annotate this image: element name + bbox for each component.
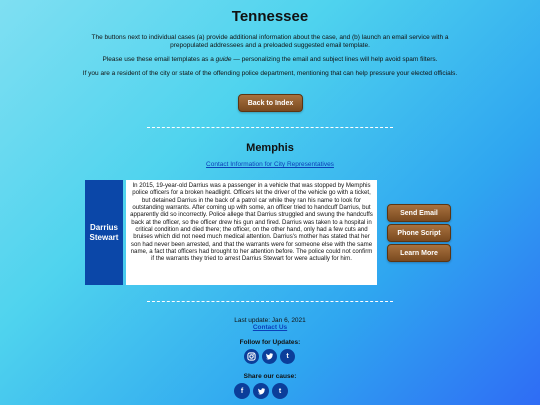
contact-us-link[interactable]: Contact Us [252, 324, 288, 331]
share-heading: Share our cause: [243, 373, 297, 380]
tumblr-icon[interactable]: t [272, 383, 288, 399]
twitter-icon[interactable] [253, 383, 269, 399]
contact-row [0, 324, 540, 331]
intro-p2-italic: guide [215, 56, 232, 63]
share-icons [234, 383, 288, 399]
twitter-icon[interactable] [262, 349, 277, 364]
follow-icons [244, 349, 295, 364]
section-divider-top [147, 127, 393, 128]
intro-paragraph-3: If you are a resident of the city or state of the offending police department, mentioning that can help pressure your elected officials. [82, 70, 458, 77]
city-title: Memphis [246, 142, 294, 154]
last-update: Last update: Jan 6, 2021 [234, 317, 306, 324]
case-description: In 2015, 19-year-old Darrius was a passenger in a vehicle that was stopped by Memphis police officers for a broken headlight. Officers let the driver of the vehicle go with a ticket, but detained Darrius in the back of a patrol car while they ran his name to look for outstanding warrants. After coming up with some, an officer tried to handcuff Darrius, but apparently did so incorrectly. Police allege that Darrius struggled and swung the handcuffs back at the officer, so the officer drew his gun and fired. Darrius was taken to a hospital in critical condition and died there; the officer, on the other hand, only had a few cuts and bruises which did not need much medical attention. Darrius's mother has stated that her son had never been arrested, and that the warrants were for someone else with the same name, a fact that officers had brought to her attention before. The police could not confirm if the warrants they tried to arrest Darrius Stewart for were actually for him. [126, 180, 377, 285]
page-title: Tennessee [231, 8, 309, 25]
city-representatives-link[interactable]: Contact Information for City Representatives [206, 161, 334, 168]
learn-more-button[interactable]: Learn More [387, 244, 451, 262]
tumblr-icon[interactable]: t [280, 349, 295, 364]
case-name: Darrius Stewart [85, 180, 123, 285]
back-to-index-button[interactable]: Back to Index [238, 94, 303, 112]
facebook-icon[interactable]: f [234, 383, 250, 399]
intro-paragraph-1: The buttons next to individual cases (a) provide additional information about the case, and (b) launch an email service with a prepopulated addressees and a preloaded suggested email template. [91, 34, 449, 49]
intro-p2-text-a: Please use these email templates as a [102, 56, 216, 63]
contact-link-row [0, 161, 540, 168]
follow-heading: Follow for Updates: [239, 339, 301, 346]
phone-script-button[interactable]: Phone Script [387, 224, 451, 242]
send-email-button[interactable]: Send Email [387, 204, 451, 222]
section-divider-bottom [147, 301, 393, 302]
instagram-icon[interactable] [244, 349, 259, 364]
intro-paragraph-2 [80, 56, 460, 64]
intro-p2-text-b: — personalizing the email and subject lines will help avoid spam filters. [231, 56, 438, 63]
